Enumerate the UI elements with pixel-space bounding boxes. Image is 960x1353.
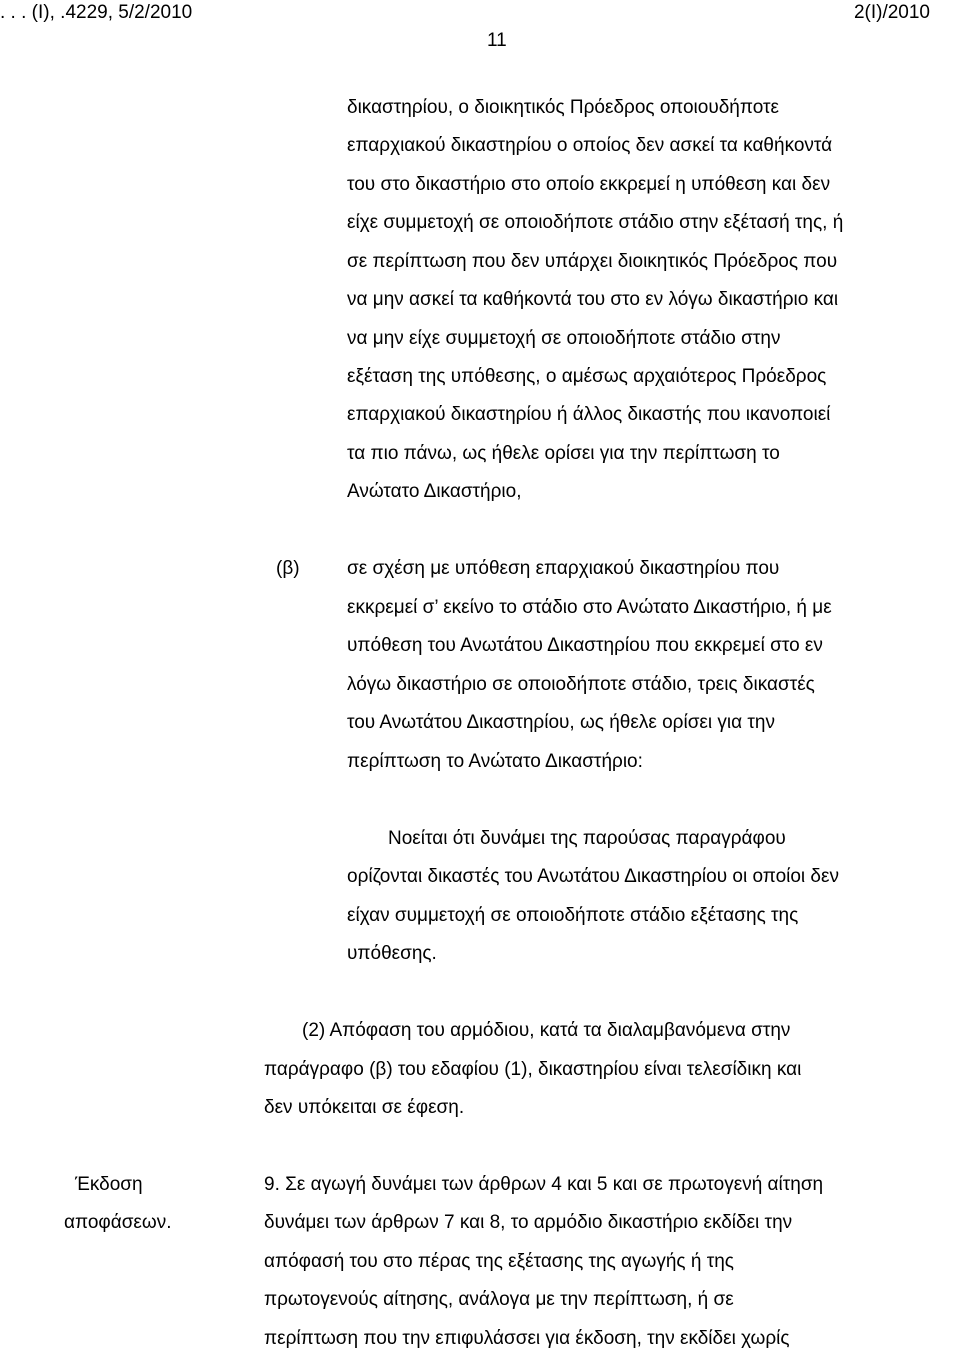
margin-note-line: Έκδοση xyxy=(75,1174,143,1195)
text-line: εξέταση της υπόθεσης, ο αμέσως αρχαιότερος Πρόεδρος xyxy=(347,366,827,387)
text-line: Ανώτατο Δικαστήριο, xyxy=(347,481,522,502)
text-line: του στο δικαστήριο στο οποίο εκκρεμεί η υπόθεση και δεν xyxy=(347,174,831,195)
text-line: ορίζονται δικαστές του Ανωτάτου Δικαστηρίου οι οποίοι δεν xyxy=(347,866,839,887)
text-line: περίπτωση που την επιφυλάσσει για έκδοση, την εκδίδει χωρίς xyxy=(264,1328,790,1349)
page-number: 11 xyxy=(487,30,507,51)
running-header-right: 2(Ι)/2010 xyxy=(853,2,930,23)
text-line: περίπτωση το Ανώτατο Δικαστήριο: xyxy=(347,751,643,772)
text-line: υπόθεση του Ανωτάτου Δικαστηρίου που εκκρεμεί στο εν xyxy=(347,635,823,656)
text-line: σε σχέση με υπόθεση επαρχιακού δικαστηρίου που xyxy=(347,558,780,579)
text-line: παράγραφο (β) του εδαφίου (1), δικαστηρίου είναι τελεσίδικη και xyxy=(264,1059,802,1080)
text-line: (2) Απόφαση του αρμόδιου, κατά τα διαλαμβανόμενα στην xyxy=(302,1020,791,1041)
text-line: να μην ασκεί τα καθήκοντά του στο εν λόγω δικαστήριο και xyxy=(347,289,839,310)
margin-note-line: αποφάσεων. xyxy=(64,1212,172,1233)
text-line: σε περίπτωση που δεν υπάρχει διοικητικός Πρόεδρος που xyxy=(347,251,838,272)
text-line: απόφασή του στο πέρας της εξέτασης της αγωγής ή της xyxy=(264,1251,734,1272)
text-line: υπόθεσης. xyxy=(347,943,437,964)
text-line: εκκρεμεί σ’ εκείνο το στάδιο στο Ανώτατο Δικαστήριο, ή με xyxy=(347,597,832,618)
text-line: επαρχιακού δικαστηρίου ή άλλος δικαστής που ικανοποιεί xyxy=(347,404,831,425)
text-line: δυνάμει των άρθρων 7 και 8, το αρμόδιο δικαστήριο εκδίδει την xyxy=(264,1212,793,1233)
text-line: επαρχιακού δικαστηρίου ο οποίος δεν ασκεί τα καθήκοντά xyxy=(347,135,833,156)
text-line: δεν υπόκειται σε έφεση. xyxy=(264,1097,465,1118)
text-line: Νοείται ότι δυνάμει της παρούσας παραγράφου xyxy=(388,828,786,849)
text-line: είχαν συμμετοχή σε οποιοδήποτε στάδιο εξέτασης της xyxy=(347,905,799,926)
running-header-left: . . . (Ι), .4229, 5/2/2010 xyxy=(0,2,193,23)
paragraph-b-label: (β) xyxy=(276,558,300,579)
text-line: 9. Σε αγωγή δυνάμει των άρθρων 4 και 5 και σε πρωτογενή αίτηση xyxy=(264,1174,824,1195)
text-line: είχε συμμετοχή σε οποιοδήποτε στάδιο στην εξέτασή της, ή xyxy=(347,212,844,233)
text-line: πρωτογενούς αίτησης, ανάλογα με την περίπτωση, ή σε xyxy=(264,1289,734,1310)
text-line: δικαστηρίου, ο διοικητικός Πρόεδρος οποιουδήποτε xyxy=(347,97,779,118)
text-line: τα πιο πάνω, ως ήθελε ορίσει για την περίπτωση το xyxy=(347,443,780,464)
text-line: του Ανωτάτου Δικαστηρίου, ως ήθελε ορίσει για την xyxy=(347,712,775,733)
text-line: να μην είχε συμμετοχή σε οποιοδήποτε στάδιο στην xyxy=(347,328,781,349)
text-line: λόγω δικαστήριο σε οποιοδήποτε στάδιο, τρεις δικαστές xyxy=(347,674,815,695)
